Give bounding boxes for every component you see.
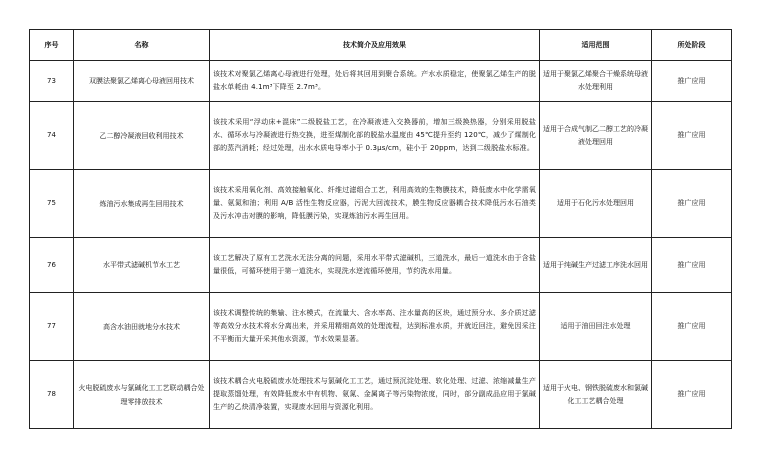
header-desc: 技术简介及应用效果 — [210, 30, 540, 61]
row-num: 78 — [30, 361, 74, 429]
row-desc: 该技术采用“浮动床+混床”二级脱盐工艺，在冷凝液进入交换器前，增加三级换热器，分别采用脱盐水、循环水与冷凝液进行热交换，进至煤制化部的脱盐水温度由 45℃提升至约 120℃，减少了煤制化部的蒸汽消耗；经过处理，出水水质电导率小于 0.3μs/cm，硅小于 20ppm，达到二级脱盐水标准。 — [210, 102, 540, 170]
row-num: 77 — [30, 293, 74, 361]
row-scope: 适用于聚氯乙烯聚合干燥系统母液水处理利用 — [540, 61, 652, 102]
table-row — [30, 61, 732, 102]
table-row — [30, 293, 732, 361]
row-desc: 该技术采用氧化剂、高效接触氧化、纤维过滤组合工艺，利用高效的生物膜技术，降低废水中化学需氧量、氨氮和油；利用 A/B 活性生物反应器，污泥大回流技术，膜生物反应器耦合技术降低污水石油类及污水冲击对膜的影响，降低膜污染，实现炼油污水再生回用。 — [210, 170, 540, 238]
row-stage: 推广应用 — [652, 170, 732, 238]
row-scope: 适用于合成气制乙二醇工艺的冷凝液处理回用 — [540, 102, 652, 170]
row-scope: 适用于油田回注水处理 — [540, 293, 652, 361]
technology-table-container — [29, 29, 731, 429]
row-stage: 推广应用 — [652, 61, 732, 102]
row-num: 73 — [30, 61, 74, 102]
technology-table — [29, 29, 732, 429]
row-num: 76 — [30, 238, 74, 293]
header-num: 序号 — [30, 30, 74, 61]
row-name: 炼油污水集成再生回用技术 — [74, 170, 210, 238]
row-desc: 该工艺解决了原有工艺洗水无法分离的问题，采用水平带式滤碱机，三道洗水，最后一道洗水由于含盐量很低，可循环使用于第一道洗水，实现洗水逆流循环使用，节约洗水用量。 — [210, 238, 540, 293]
row-desc: 该技术耦合火电脱硫废水处理技术与氯碱化工工艺，通过预沉淀处理、软化处理、过滤、浓缩减量生产提取蒸馏处理，有效降低废水中有机物、氨氮、金属离子等污染物浓度，同时，部分副成品应用于氯碱生产的乙炔清净装置，实现废水回用与资源化利用。 — [210, 361, 540, 429]
row-name: 水平带式滤碱机节水工艺 — [74, 238, 210, 293]
row-stage: 推广应用 — [652, 102, 732, 170]
row-name: 双膜法聚氯乙烯离心母液回用技术 — [74, 61, 210, 102]
row-name: 乙二醇冷凝液回收利用技术 — [74, 102, 210, 170]
row-scope: 适用于纯碱生产过滤工序洗水回用 — [540, 238, 652, 293]
row-num: 75 — [30, 170, 74, 238]
row-scope: 适用于火电、钢铁脱硫废水和氯碱化工工艺耦合处理 — [540, 361, 652, 429]
table-row — [30, 102, 732, 170]
header-stage: 所处阶段 — [652, 30, 732, 61]
row-stage: 推广应用 — [652, 238, 732, 293]
row-stage: 推广应用 — [652, 361, 732, 429]
row-stage: 推广应用 — [652, 293, 732, 361]
row-desc: 该技术对聚氯乙烯离心母液进行处理，处后将其回用到聚合系统。产水水质稳定，使聚氯乙烯生产的脱盐水单耗由 4.1m³下降至 2.7m³。 — [210, 61, 540, 102]
header-name: 名称 — [74, 30, 210, 61]
row-num: 74 — [30, 102, 74, 170]
table-row — [30, 361, 732, 429]
header-scope: 适用范围 — [540, 30, 652, 61]
row-name: 火电脱硫废水与氯碱化工工艺联动耦合处理零排放技术 — [74, 361, 210, 429]
table-header-row — [30, 30, 732, 61]
row-name: 高含水油田就地分水技术 — [74, 293, 210, 361]
row-scope: 适用于石化污水处理回用 — [540, 170, 652, 238]
table-row — [30, 238, 732, 293]
table-row — [30, 170, 732, 238]
row-desc: 该技术调整传统的集输、注水模式，在流量大、含水率高、注水量高的区块，通过预分水、多介质过滤等高效分水技术将水分离出来，并采用精细高效的处理流程，达到标准水质，并就近回注，避免因采注不平衡而大量开采其他水资源，节水效果显著。 — [210, 293, 540, 361]
